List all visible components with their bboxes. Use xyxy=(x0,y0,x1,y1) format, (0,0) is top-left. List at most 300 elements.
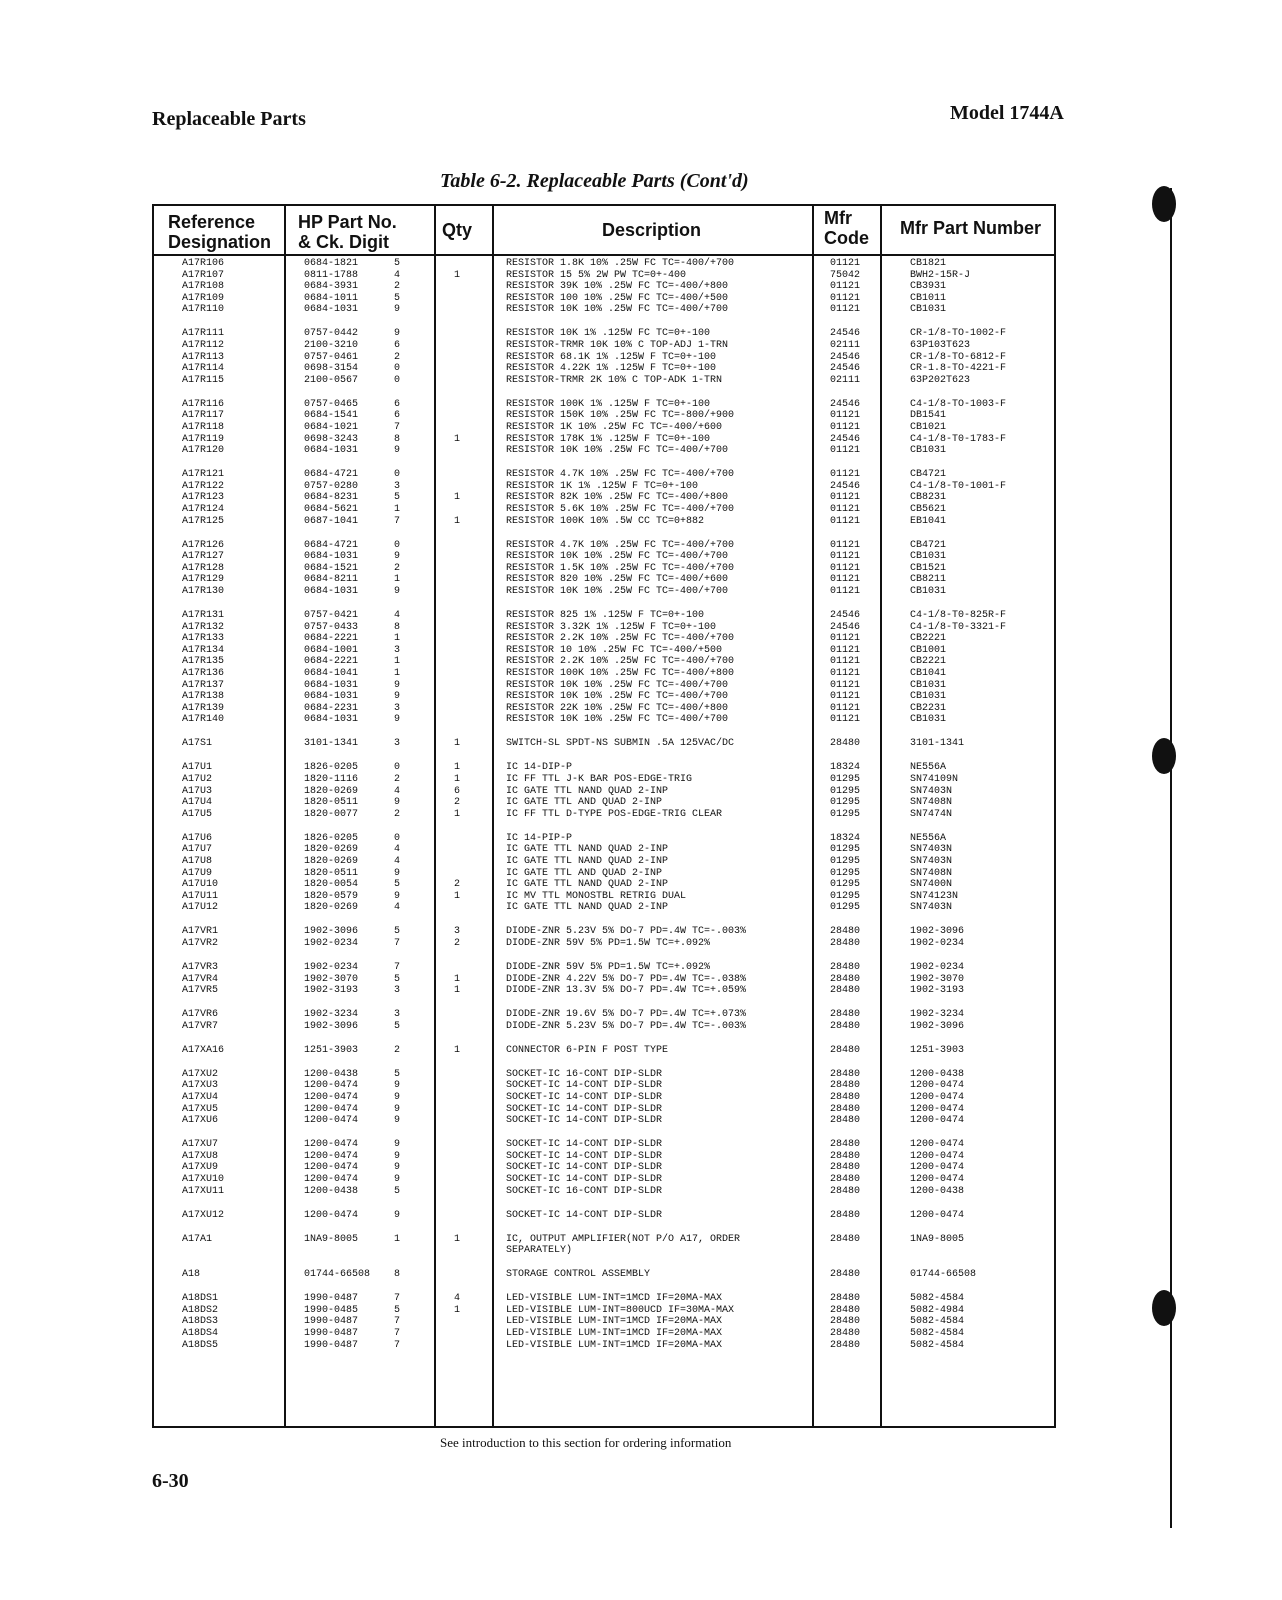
hp-part-number: 1826-0205 xyxy=(304,762,359,774)
table-row xyxy=(154,1009,1054,1021)
table-row xyxy=(154,586,1054,598)
description: RESISTOR 100K 10% .25W FC TC=-400/+800 xyxy=(506,668,735,679)
reference-designation: A17R118 xyxy=(182,422,225,433)
mfr-code: 01121 xyxy=(830,410,861,422)
description: DIODE-ZNR 5.23V 5% DO-7 PD=.4W TC=-.003% xyxy=(506,926,747,938)
mfr-code: 28480 xyxy=(830,1162,861,1174)
mfr-code: 18324 xyxy=(830,762,861,774)
mfr-code: 28480 xyxy=(830,926,861,938)
mfr-part-number: 1902-3234 xyxy=(910,1009,965,1021)
check-digit: 2 xyxy=(394,351,401,363)
description: RESISTOR 2.2K 10% .25W FC TC=-400/+700 xyxy=(506,656,735,668)
hp-part-number: 0757-0421 xyxy=(304,610,359,621)
description: RESISTOR 5.6K 10% .25W FC TC=-400/+700 xyxy=(506,504,735,515)
description: IC GATE TTL NAND QUAD 2-INP xyxy=(506,879,669,891)
table-row xyxy=(154,856,1054,868)
check-digit: 9 xyxy=(394,797,401,809)
column-header-mfr-part-number: Mfr Part Number xyxy=(900,218,1042,238)
reference-designation: A17R126 xyxy=(182,539,225,551)
mfr-code: 28480 xyxy=(830,1174,861,1185)
hp-part-number: 0684-1001 xyxy=(304,644,359,656)
description: SOCKET-IC 14-CONT DIP-SLDR xyxy=(506,1080,663,1092)
check-digit: 4 xyxy=(394,856,401,867)
check-digit: 9 xyxy=(394,1150,401,1162)
hp-part-number: 1990-0487 xyxy=(304,1339,359,1351)
mfr-code: 01295 xyxy=(830,867,861,879)
check-digit: 4 xyxy=(394,844,401,856)
description: IC 14-DIP-P xyxy=(506,762,573,774)
hp-part-number: 0684-1021 xyxy=(304,422,359,433)
mfr-code: 28480 xyxy=(830,1316,861,1328)
mfr-part-number: 63P103T623 xyxy=(910,340,971,351)
table-row xyxy=(154,879,1054,891)
check-digit: 9 xyxy=(394,1092,401,1103)
mfr-part-number: NE556A xyxy=(910,832,947,844)
mfr-code: 28480 xyxy=(830,1103,861,1115)
hp-part-number: 0811-1788 xyxy=(304,269,359,281)
hp-part-number: 0684-1031 xyxy=(304,445,359,457)
table-row xyxy=(154,1186,1054,1198)
mfr-part-number: SN7403N xyxy=(910,785,953,797)
table-row xyxy=(154,1115,1054,1127)
table-row xyxy=(154,691,1054,703)
hp-part-number: 0698-3154 xyxy=(304,363,359,375)
hp-part-number: 0684-4721 xyxy=(304,469,359,481)
mfr-part-number: SN74109N xyxy=(910,774,959,785)
mfr-code: 01121 xyxy=(830,679,861,691)
description: IC 14-PIP-P xyxy=(506,832,573,844)
description: RESISTOR 10 10% .25W FC TC=-400/+500 xyxy=(506,644,723,656)
mfr-code: 01121 xyxy=(830,574,861,586)
table-row xyxy=(154,1174,1054,1186)
mfr-part-number: 1200-0474 xyxy=(910,1103,965,1115)
hp-part-number: 0684-1011 xyxy=(304,292,359,304)
mfr-code: 28480 xyxy=(830,1209,861,1221)
mfr-code: 75042 xyxy=(830,269,861,281)
check-digit: 9 xyxy=(394,714,401,726)
check-digit: 5 xyxy=(394,1304,401,1316)
reference-designation: A17R119 xyxy=(182,433,225,445)
description: SOCKET-IC 14-CONT DIP-SLDR xyxy=(506,1209,663,1221)
table-row xyxy=(154,1210,1054,1222)
description: RESISTOR 15 5% 2W PW TC=0+-400 xyxy=(506,269,687,281)
quantity: 1 xyxy=(454,762,461,774)
reference-designation: A17VR7 xyxy=(182,1020,219,1032)
mfr-part-number: 01744-66508 xyxy=(910,1269,977,1281)
description: RESISTOR 10K 10% .25W FC TC=-400/+700 xyxy=(506,551,729,563)
description: DIODE-ZNR 59V 5% PD=1.5W TC=+.092% xyxy=(506,938,711,949)
reference-designation: A17R136 xyxy=(182,668,225,679)
mfr-part-number: CB8211 xyxy=(910,574,947,586)
reference-designation: A17U12 xyxy=(182,902,219,914)
check-digit: 2 xyxy=(394,562,401,574)
reference-designation: A17R108 xyxy=(182,281,225,293)
mfr-part-number: 1200-0474 xyxy=(910,1115,965,1127)
hp-part-number: 0684-1031 xyxy=(304,691,359,703)
mfr-part-number: CB2221 xyxy=(910,656,947,668)
quantity: 1 xyxy=(454,1233,461,1245)
table-row xyxy=(154,258,1054,270)
description: RESISTOR 178K 1% .125W F TC=0+-100 xyxy=(506,433,711,445)
reference-designation: A17XU8 xyxy=(182,1150,219,1162)
hp-part-number: 0684-2221 xyxy=(304,633,359,645)
reference-designation: A17R131 xyxy=(182,610,225,621)
mfr-code: 01121 xyxy=(830,304,861,316)
table-row xyxy=(154,352,1054,364)
reference-designation: A18DS4 xyxy=(182,1328,219,1339)
hp-part-number: 1200-0474 xyxy=(304,1092,359,1103)
hp-part-number: 1200-0474 xyxy=(304,1209,359,1221)
table-row xyxy=(154,762,1054,774)
quantity: 1 xyxy=(454,492,461,504)
reference-designation: A17R109 xyxy=(182,292,225,304)
hp-part-number: 1902-3193 xyxy=(304,985,359,997)
hp-part-number: 1820-0054 xyxy=(304,879,359,891)
mfr-code: 24546 xyxy=(830,398,861,410)
hp-part-number: 0698-3243 xyxy=(304,433,359,445)
table-row xyxy=(154,445,1054,457)
description: DIODE-ZNR 4.22V 5% DO-7 PD=.4W TC=-.038% xyxy=(506,973,747,985)
reference-designation: A18DS5 xyxy=(182,1339,219,1351)
quantity: 1 xyxy=(454,1304,461,1316)
description: RESISTOR 4.22K 1% .125W F TC=0+-100 xyxy=(506,363,717,375)
reference-designation: A17R125 xyxy=(182,515,225,527)
mfr-code: 28480 xyxy=(830,1269,861,1281)
mfr-code: 01121 xyxy=(830,551,861,563)
mfr-part-number: SN7408N xyxy=(910,867,953,879)
hp-part-number: 0757-0465 xyxy=(304,398,359,410)
mfr-code: 01121 xyxy=(830,656,861,668)
table-row xyxy=(154,1245,1054,1257)
ordering-note: See introduction to this section for ordering information xyxy=(440,1435,732,1450)
reference-designation: A17R137 xyxy=(182,679,225,691)
mfr-part-number: 1200-0474 xyxy=(910,1174,965,1185)
check-digit: 0 xyxy=(394,469,401,481)
description: IC GATE TTL NAND QUAD 2-INP xyxy=(506,856,669,867)
check-digit: 1 xyxy=(394,574,401,586)
mfr-code: 24546 xyxy=(830,621,861,633)
check-digit: 9 xyxy=(394,551,401,563)
header-divider xyxy=(154,254,1054,256)
hp-part-number: 1902-3234 xyxy=(304,1009,359,1021)
hp-part-number: 0684-1031 xyxy=(304,679,359,691)
mfr-part-number: SN7403N xyxy=(910,856,953,867)
table-caption: Table 6-2. Replaceable Parts (Cont'd) xyxy=(440,170,749,192)
mfr-part-number: DB1541 xyxy=(910,410,947,422)
reference-designation: A17R112 xyxy=(182,340,225,351)
reference-designation: A17U7 xyxy=(182,844,213,856)
description: IC MV TTL MONOSTBL RETRIG DUAL xyxy=(506,890,687,902)
reference-designation: A17U5 xyxy=(182,808,213,820)
reference-designation: A17XU3 xyxy=(182,1080,219,1092)
quantity: 1 xyxy=(454,985,461,997)
description: SOCKET-IC 14-CONT DIP-SLDR xyxy=(506,1103,663,1115)
mfr-part-number: 1200-0474 xyxy=(910,1150,965,1162)
check-digit: 9 xyxy=(394,890,401,902)
description: LED-VISIBLE LUM-INT=1MCD IF=20MA-MAX xyxy=(506,1328,723,1339)
description: RESISTOR-TRMR 2K 10% C TOP-ADK 1-TRN xyxy=(506,374,723,386)
hp-part-number: 1902-3070 xyxy=(304,973,359,985)
description: SOCKET-IC 14-CONT DIP-SLDR xyxy=(506,1162,663,1174)
quantity: 1 xyxy=(454,808,461,820)
reference-designation: A17R138 xyxy=(182,691,225,703)
mfr-part-number: 1NA9-8005 xyxy=(910,1233,965,1245)
description: RESISTOR-TRMR 10K 10% C TOP-ADJ 1-TRN xyxy=(506,340,729,351)
check-digit: 3 xyxy=(394,644,401,656)
table-row xyxy=(154,270,1054,282)
check-digit: 4 xyxy=(394,902,401,914)
check-digit: 2 xyxy=(394,1044,401,1056)
binder-hole xyxy=(1152,738,1176,774)
description: RESISTOR 68.1K 1% .125W F TC=0+-100 xyxy=(506,351,717,363)
table-row xyxy=(154,1340,1054,1352)
quantity: 1 xyxy=(454,890,461,902)
mfr-part-number: 1902-3096 xyxy=(910,1020,965,1032)
description: DIODE-ZNR 13.3V 5% DO-7 PD=.4W TC=+.059% xyxy=(506,985,747,997)
quantity: 2 xyxy=(454,879,461,891)
mfr-part-number: 1200-0438 xyxy=(910,1068,965,1080)
table-row xyxy=(154,574,1054,586)
description: DIODE-ZNR 5.23V 5% DO-7 PD=.4W TC=-.003% xyxy=(506,1020,747,1032)
table-row xyxy=(154,774,1054,786)
mfr-part-number: CB1031 xyxy=(910,445,947,457)
mfr-part-number: CB1001 xyxy=(910,644,947,656)
description: IC GATE TTL NAND QUAD 2-INP xyxy=(506,785,669,797)
mfr-part-number: CB8231 xyxy=(910,492,947,504)
table-row xyxy=(154,902,1054,914)
table-row xyxy=(154,434,1054,446)
hp-part-number: 2100-3210 xyxy=(304,340,359,351)
description: RESISTOR 1.8K 10% .25W FC TC=-400/+700 xyxy=(506,258,735,269)
reference-designation: A17U1 xyxy=(182,762,213,774)
check-digit: 9 xyxy=(394,1139,401,1151)
table-row xyxy=(154,281,1054,293)
mfr-code: 18324 xyxy=(830,832,861,844)
description: RESISTOR 100K 1% .125W F TC=0+-100 xyxy=(506,398,711,410)
hp-part-number: 0684-2221 xyxy=(304,656,359,668)
mfr-code: 28480 xyxy=(830,1009,861,1021)
mfr-code: 01121 xyxy=(830,633,861,645)
mfr-code: 28480 xyxy=(830,1020,861,1032)
mfr-code: 28480 xyxy=(830,973,861,985)
mfr-part-number: SN74123N xyxy=(910,890,959,902)
check-digit: 3 xyxy=(394,985,401,997)
hp-part-number: 1200-0474 xyxy=(304,1080,359,1092)
description: SOCKET-IC 14-CONT DIP-SLDR xyxy=(506,1115,663,1127)
description: RESISTOR 1.5K 10% .25W FC TC=-400/+700 xyxy=(506,562,735,574)
mfr-code: 01295 xyxy=(830,774,861,785)
description: DIODE-ZNR 59V 5% PD=1.5W TC=+.092% xyxy=(506,962,711,973)
mfr-part-number: 5082-4584 xyxy=(910,1339,965,1351)
mfr-code: 01121 xyxy=(830,668,861,679)
mfr-part-number: CB2231 xyxy=(910,702,947,714)
description: RESISTOR 1K 1% .125W F TC=0+-100 xyxy=(506,480,699,492)
description: RESISTOR 39K 10% .25W FC TC=-400/+800 xyxy=(506,281,729,293)
reference-designation: A17U4 xyxy=(182,797,213,809)
hp-part-number: 1990-0485 xyxy=(304,1304,359,1316)
table-row xyxy=(154,328,1054,340)
mfr-part-number: CB1031 xyxy=(910,304,947,316)
check-digit: 8 xyxy=(394,433,401,445)
table-row xyxy=(154,540,1054,552)
reference-designation: A17XU2 xyxy=(182,1068,219,1080)
mfr-code: 01121 xyxy=(830,281,861,293)
hp-part-number: 1NA9-8005 xyxy=(304,1233,359,1245)
reference-designation: A17U2 xyxy=(182,774,213,785)
reference-designation: A17R122 xyxy=(182,480,225,492)
column-header-line: Mfr xyxy=(824,208,852,228)
description: LED-VISIBLE LUM-INT=1MCD IF=20MA-MAX xyxy=(506,1293,723,1305)
hp-part-number: 1902-0234 xyxy=(304,938,359,949)
reference-designation: A17R123 xyxy=(182,492,225,504)
mfr-part-number: SN7403N xyxy=(910,844,953,856)
mfr-part-number: CB1821 xyxy=(910,258,947,269)
description: SOCKET-IC 14-CONT DIP-SLDR xyxy=(506,1174,663,1185)
table-row xyxy=(154,738,1054,750)
reference-designation: A17U10 xyxy=(182,879,219,891)
table-row xyxy=(154,1162,1054,1174)
description: RESISTOR 10K 1% .125W FC TC=0+-100 xyxy=(506,328,711,340)
table-row xyxy=(154,1021,1054,1033)
mfr-code: 01295 xyxy=(830,879,861,891)
hp-part-number: 1826-0205 xyxy=(304,832,359,844)
mfr-code: 28480 xyxy=(830,1304,861,1316)
description: RESISTOR 10K 10% .25W FC TC=-400/+700 xyxy=(506,679,729,691)
mfr-part-number: 1200-0438 xyxy=(910,1185,965,1197)
mfr-part-number: 1902-3096 xyxy=(910,926,965,938)
table-row xyxy=(154,1080,1054,1092)
mfr-part-number: 3101-1341 xyxy=(910,738,965,750)
hp-part-number: 1251-3903 xyxy=(304,1044,359,1056)
reference-designation: A17R124 xyxy=(182,504,225,515)
description: RESISTOR 150K 10% .25W FC TC=-800/+900 xyxy=(506,410,735,422)
hp-part-number: 1820-0579 xyxy=(304,890,359,902)
check-digit: 6 xyxy=(394,340,401,351)
reference-designation: A17R117 xyxy=(182,410,225,422)
mfr-part-number: SN7474N xyxy=(910,808,953,820)
reference-designation: A17R115 xyxy=(182,374,225,386)
mfr-code: 01121 xyxy=(830,586,861,597)
table-row xyxy=(154,656,1054,668)
mfr-code: 01295 xyxy=(830,808,861,820)
description: RESISTOR 4.7K 10% .25W FC TC=-400/+700 xyxy=(506,539,735,551)
check-digit: 7 xyxy=(394,422,401,433)
mfr-part-number: CR-1.8-TO-4221-F xyxy=(910,363,1007,375)
mfr-code: 28480 xyxy=(830,1293,861,1305)
mfr-code: 28480 xyxy=(830,1150,861,1162)
table-row xyxy=(154,293,1054,305)
mfr-code: 24546 xyxy=(830,433,861,445)
hp-part-number: 1820-0077 xyxy=(304,808,359,820)
description: RESISTOR 22K 10% .25W FC TC=-400/+800 xyxy=(506,702,729,714)
section-title: Replaceable Parts xyxy=(152,108,306,130)
description: LED-VISIBLE LUM-INT=1MCD IF=20MA-MAX xyxy=(506,1316,723,1328)
table-row xyxy=(154,363,1054,375)
table-row xyxy=(154,375,1054,387)
mfr-code: 01295 xyxy=(830,890,861,902)
description: IC FF TTL J-K BAR POS-EDGE-TRIG xyxy=(506,774,693,785)
description: STORAGE CONTROL ASSEMBLY xyxy=(506,1269,651,1281)
check-digit: 4 xyxy=(394,610,401,621)
hp-part-number: 0684-1821 xyxy=(304,258,359,269)
mfr-code: 28480 xyxy=(830,1080,861,1092)
reference-designation: A17R132 xyxy=(182,621,225,633)
quantity: 1 xyxy=(454,433,461,445)
mfr-code: 01121 xyxy=(830,562,861,574)
reference-designation: A18DS1 xyxy=(182,1293,219,1305)
reference-designation: A17R140 xyxy=(182,714,225,726)
mfr-part-number: 1902-0234 xyxy=(910,938,965,949)
description: SOCKET-IC 14-CONT DIP-SLDR xyxy=(506,1139,663,1151)
table-row xyxy=(154,1069,1054,1081)
table-row xyxy=(154,504,1054,516)
reference-designation: A17S1 xyxy=(182,738,213,750)
check-digit: 0 xyxy=(394,374,401,386)
hp-part-number: 1820-0269 xyxy=(304,844,359,856)
column-header-line: HP Part No. xyxy=(298,212,397,232)
hp-part-number: 1820-1116 xyxy=(304,774,359,785)
mfr-code: 28480 xyxy=(830,962,861,973)
table-row xyxy=(154,1104,1054,1116)
hp-part-number: 1902-3096 xyxy=(304,926,359,938)
description: RESISTOR 10K 10% .25W FC TC=-400/+700 xyxy=(506,714,729,726)
reference-designation: A17U8 xyxy=(182,856,213,867)
mfr-part-number: CB3931 xyxy=(910,281,947,293)
mfr-code: 02111 xyxy=(830,374,861,386)
binding-edge xyxy=(1170,188,1172,1528)
description: IC GATE TTL AND QUAD 2-INP xyxy=(506,867,663,879)
mfr-code: 28480 xyxy=(830,1185,861,1197)
check-digit: 2 xyxy=(394,774,401,785)
hp-part-number: 1200-0474 xyxy=(304,1174,359,1185)
table-row xyxy=(154,1269,1054,1281)
column-header-description: Description xyxy=(602,220,702,240)
mfr-code: 24546 xyxy=(830,610,861,621)
description: RESISTOR 10K 10% .25W FC TC=-400/+700 xyxy=(506,691,729,703)
description: RESISTOR 825 1% .125W F TC=0+-100 xyxy=(506,610,705,621)
description: SOCKET-IC 14-CONT DIP-SLDR xyxy=(506,1150,663,1162)
description: SWITCH-SL SPDT-NS SUBMIN .5A 125VAC/DC xyxy=(506,738,735,750)
description: IC FF TTL D-TYPE POS-EDGE-TRIG CLEAR xyxy=(506,808,723,820)
model-label: Model 1744A xyxy=(950,102,1064,124)
table-row xyxy=(154,926,1054,938)
check-digit: 1 xyxy=(394,504,401,515)
hp-part-number: 1200-0438 xyxy=(304,1068,359,1080)
reference-designation: A17XU12 xyxy=(182,1209,225,1221)
hp-part-number: 0684-1031 xyxy=(304,714,359,726)
reference-designation: A17XU11 xyxy=(182,1185,225,1197)
quantity: 1 xyxy=(454,774,461,785)
hp-part-number: 0687-1041 xyxy=(304,515,359,527)
check-digit: 5 xyxy=(394,1068,401,1080)
mfr-part-number: SN7408N xyxy=(910,797,953,809)
check-digit: 5 xyxy=(394,258,401,269)
table-row xyxy=(154,340,1054,352)
mfr-code: 24546 xyxy=(830,328,861,340)
mfr-code: 28480 xyxy=(830,1339,861,1351)
mfr-code: 01121 xyxy=(830,691,861,703)
binder-hole xyxy=(1152,186,1176,222)
reference-designation: A17R111 xyxy=(182,328,225,340)
hp-part-number: 1820-0269 xyxy=(304,856,359,867)
reference-designation: A17VR6 xyxy=(182,1009,219,1021)
description: RESISTOR 1K 10% .25W FC TC=-400/+600 xyxy=(506,422,723,433)
mfr-part-number: EB1041 xyxy=(910,515,947,527)
check-digit: 7 xyxy=(394,1339,401,1351)
hp-part-number: 0757-0461 xyxy=(304,351,359,363)
table-row xyxy=(154,844,1054,856)
hp-part-number: 1820-0511 xyxy=(304,797,359,809)
